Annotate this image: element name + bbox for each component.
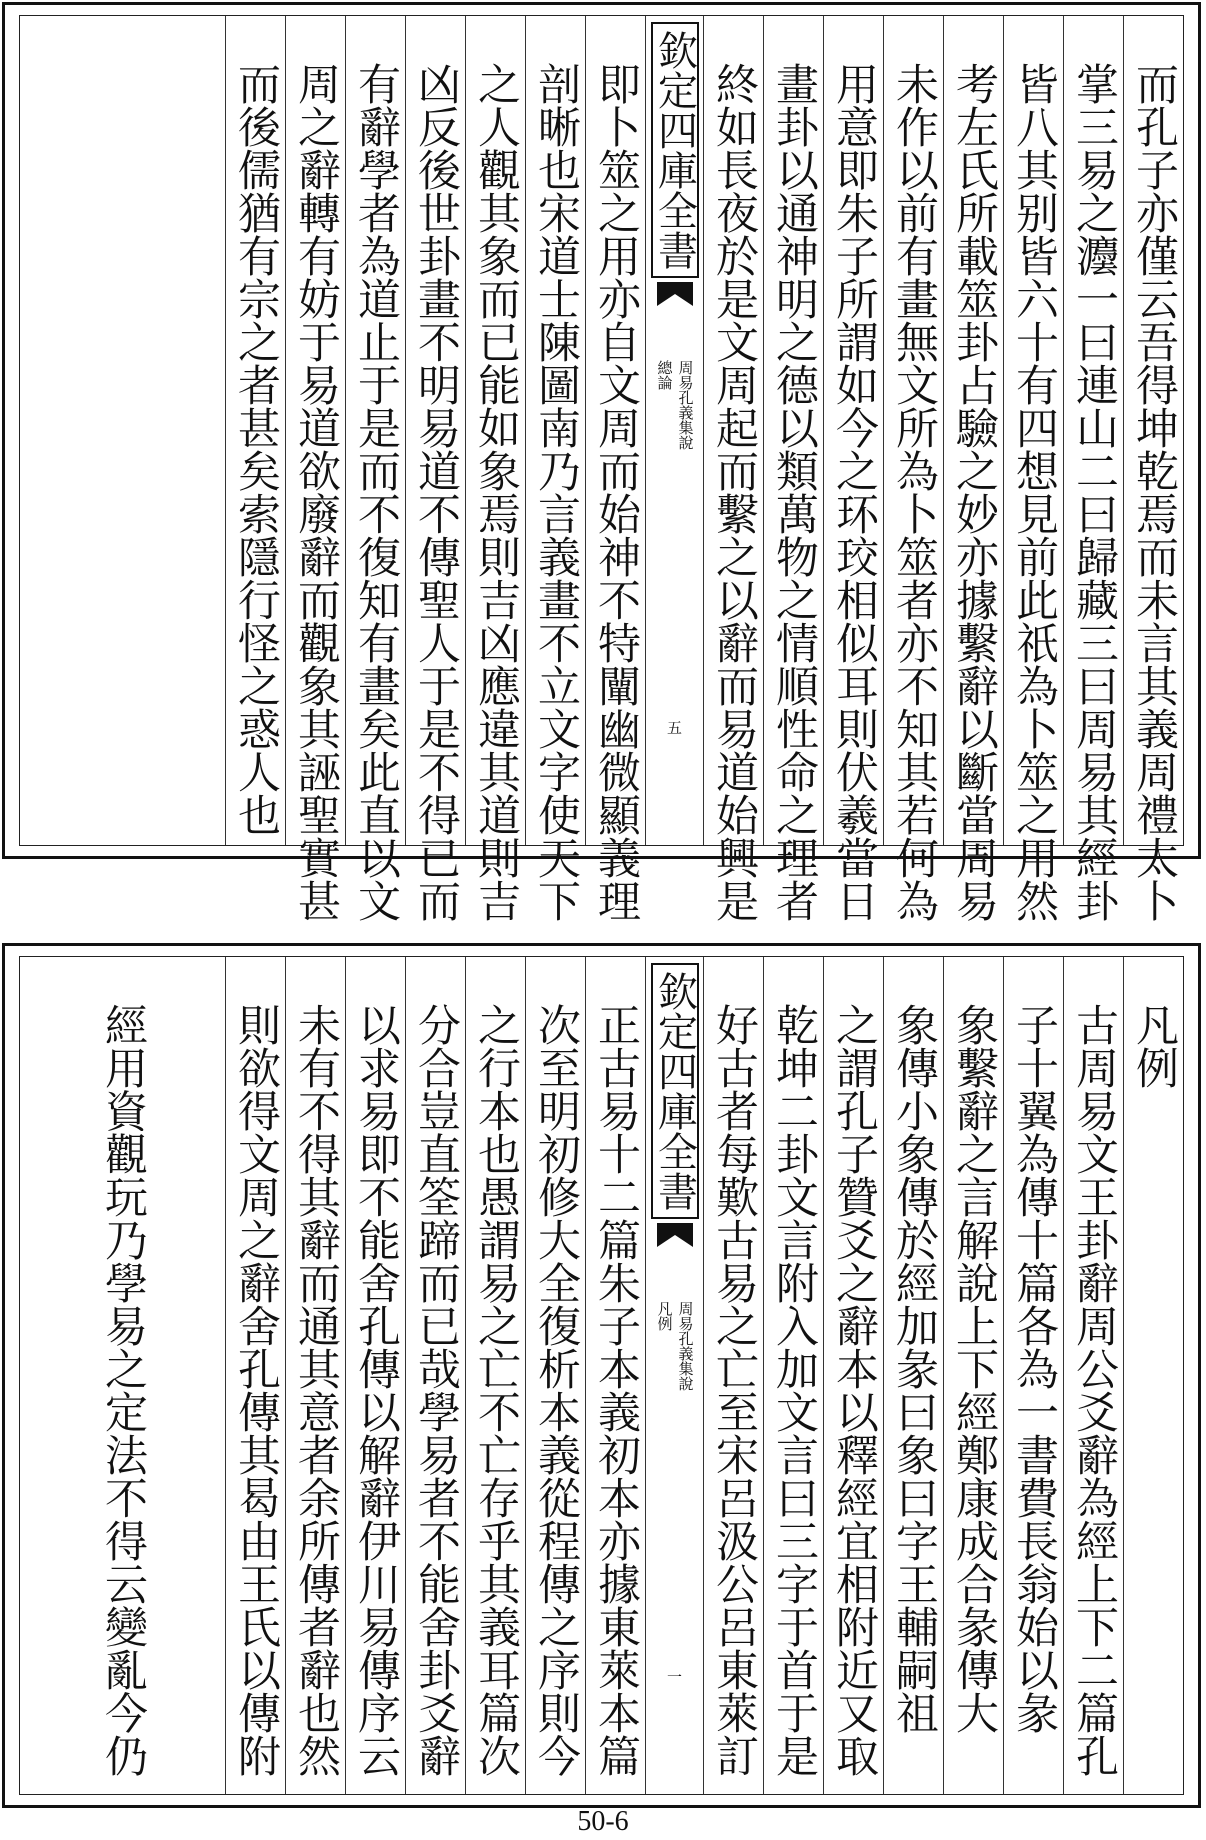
text-column: 周之辭轉有妨于易道欲廢辭而觀象其誣聖實甚 bbox=[285, 16, 345, 845]
text-column: 次至明初修大全復析本義從程傳之序則今 bbox=[525, 957, 585, 1794]
text-column: 畫卦以通神明之德以類萬物之情順性命之理者 bbox=[763, 16, 823, 845]
text-column: 用意即朱子所謂如今之环珓相似耳則伏羲當日 bbox=[823, 16, 883, 845]
page-upper-frame bbox=[19, 15, 1184, 922]
page-lower bbox=[2, 943, 1201, 1808]
text-column: 分合豈直筌蹄而已哉學易者不能舍卦爻辭 bbox=[405, 957, 465, 1794]
section-label: 總論 bbox=[655, 360, 674, 390]
section-label: 凡例 bbox=[655, 1301, 674, 1331]
book-title-small: 周易孔義集說 bbox=[676, 360, 695, 450]
library-title: 欽定四庫全書 bbox=[651, 963, 699, 1219]
text-column: 則欲得文周之辭舍孔傳其曷由王氏以傳附 bbox=[225, 957, 285, 1794]
scan-page-label: 50-6 bbox=[577, 1806, 629, 1837]
text-column: 有辭學者為道止于是而不復知有畫矣此直以文 bbox=[345, 16, 405, 845]
text-column: 乾坤二卦文言附入加文言曰三字于首于是 bbox=[763, 957, 823, 1794]
page-number: 一 bbox=[665, 1669, 683, 1684]
heading-column: 凡例 bbox=[1123, 957, 1183, 1794]
center-fold-column bbox=[645, 16, 703, 845]
library-title: 欽定四庫全書 bbox=[651, 22, 699, 278]
text-column: 掌三易之灋一曰連山二曰歸藏三曰周易其經卦 bbox=[1063, 16, 1123, 845]
text-column: 子十翼為傳十篇各為一書費長翁始以彖 bbox=[1003, 957, 1063, 1794]
page-lower-frame bbox=[19, 956, 1184, 1795]
page-upper bbox=[2, 2, 1201, 922]
text-column: 之行本也愚謂易之亡不亡存乎其義耳篇次 bbox=[465, 957, 525, 1794]
text-column: 未作以前有畫無文所為卜筮者亦不知其若何為 bbox=[883, 16, 943, 845]
text-column: 而孔子亦僅云吾得坤乾焉而未言其義周禮太卜 bbox=[1123, 16, 1183, 845]
text-column: 之人觀其象而已能如象焉則吉凶應違其道則吉 bbox=[465, 16, 525, 845]
book-title-small: 周易孔義集說 bbox=[676, 1301, 695, 1391]
text-column: 考左氏所載筮卦占驗之妙亦據繫辭以斷當周易 bbox=[943, 16, 1003, 845]
text-column: 即卜筮之用亦自文周而始神不特闡幽微顯義理 bbox=[585, 16, 645, 845]
text-column: 以求易即不能舍孔傳以解辭伊川易傳序云 bbox=[345, 957, 405, 1794]
text-column: 終如長夜於是文周起而繫之以辭而易道始興是 bbox=[703, 16, 763, 845]
page-upper-columns bbox=[20, 16, 1183, 922]
text-column: 象傳小象傳於經加彖曰象曰字王輔嗣祖 bbox=[883, 957, 943, 1794]
fishtail-mark-icon bbox=[655, 280, 695, 310]
text-column: 古周易文王卦辭周公爻辭為經上下二篇孔 bbox=[1063, 957, 1123, 1794]
text-column: 象繫辭之言解說上下經鄭康成合彖傳大 bbox=[943, 957, 1003, 1794]
text-column: 凶反後世卦畫不明易道不傳聖人于是不得已而 bbox=[405, 16, 465, 845]
text-column: 正古易十二篇朱子本義初本亦據東萊本篇 bbox=[585, 957, 645, 1794]
page-lower-columns bbox=[20, 957, 1183, 1794]
page-number: 五 bbox=[665, 720, 683, 735]
text-column: 剖晰也宋道士陳圖南乃言義畫不立文字使天下 bbox=[525, 16, 585, 845]
text-column: 未有不得其辭而通其意者余所傳者辭也然 bbox=[285, 957, 345, 1794]
text-column: 好古者每歎古易之亡至宋呂汲公呂東萊訂 bbox=[703, 957, 763, 1794]
text-column: 之謂孔子贊爻之辭本以釋經宜相附近又取 bbox=[823, 957, 883, 1794]
text-column: 皆八其别皆六十有四想見前此祇為卜筮之用然 bbox=[1003, 16, 1063, 845]
center-fold-column bbox=[645, 957, 703, 1794]
text-column: 經用資觀玩乃學易之定法不得云變亂今仍 bbox=[98, 1003, 148, 1777]
fishtail-mark-icon bbox=[655, 1221, 695, 1251]
text-column: 而後儒猶有宗之者甚矣索隱行怪之惑人也 bbox=[225, 16, 285, 845]
blank-column bbox=[20, 16, 225, 845]
